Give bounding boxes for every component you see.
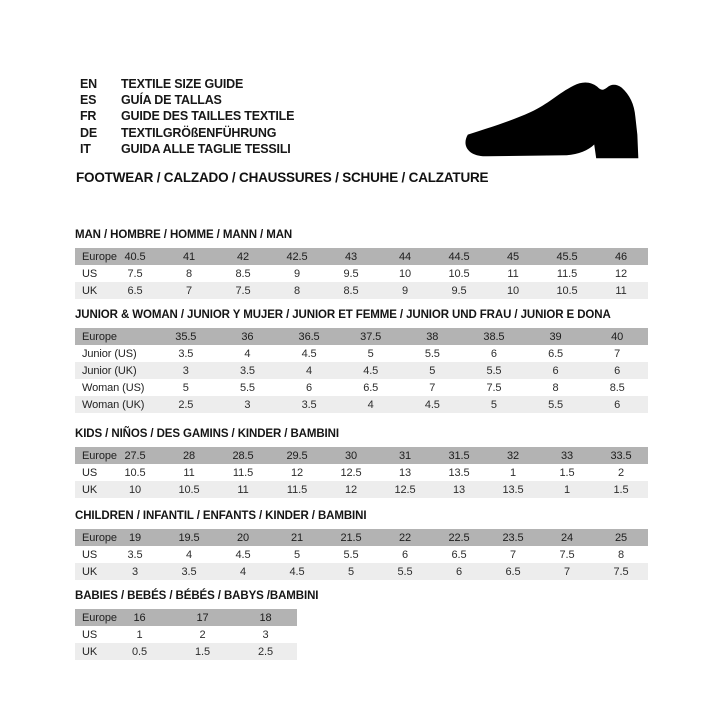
size-cell: 7 <box>185 284 193 297</box>
shoe-icon <box>458 73 654 165</box>
size-cell: 5.5 <box>397 565 413 578</box>
size-cell: 43 <box>344 250 358 263</box>
size-cell: 9.5 <box>451 284 467 297</box>
row-label: Europe <box>82 250 117 263</box>
row-label: US <box>82 548 98 561</box>
size-cell: 6.5 <box>451 548 467 561</box>
size-cell: 7.5 <box>559 548 575 561</box>
size-section-man <box>75 229 648 299</box>
row-label: Europe <box>82 330 117 343</box>
size-cell: 8.5 <box>235 267 251 280</box>
size-cell: 3.5 <box>181 565 197 578</box>
size-cell: 3 <box>244 398 251 411</box>
size-cell: 46 <box>614 250 628 263</box>
size-cell: 44 <box>398 250 412 263</box>
size-cell: 27.5 <box>124 449 146 462</box>
table-row <box>75 529 648 546</box>
size-cell: 38 <box>426 330 439 343</box>
size-cell: 8 <box>293 284 301 297</box>
size-cell: 10.5 <box>556 284 578 297</box>
size-cell: 5 <box>182 381 189 394</box>
table-row <box>75 362 648 379</box>
size-cell: 31.5 <box>448 449 470 462</box>
size-cell: 11.5 <box>286 483 308 496</box>
size-cell: 1.5 <box>195 645 210 658</box>
size-cell: 9.5 <box>343 267 359 280</box>
row-label: UK <box>82 645 98 658</box>
section-title: JUNIOR & WOMAN / JUNIOR Y MUJER / JUNIOR ET FEMME / JUNIOR UND FRAU / JUNIOR E DONA <box>75 309 611 321</box>
size-cell: 12.5 <box>394 483 416 496</box>
size-cell: 4.5 <box>235 548 251 561</box>
size-cell: 36.5 <box>298 330 320 343</box>
size-cell: 36 <box>241 330 254 343</box>
size-cell: 12 <box>344 483 358 496</box>
size-cell: 5 <box>429 364 436 377</box>
size-cell: 3.5 <box>127 548 143 561</box>
table-row <box>75 282 648 299</box>
size-cell: 9 <box>293 267 301 280</box>
size-cell: 41 <box>182 250 196 263</box>
size-cell: 7.5 <box>613 565 629 578</box>
size-cell: 6.5 <box>505 565 521 578</box>
row-label: Woman (US) <box>82 381 145 394</box>
size-cell: 0.5 <box>132 645 147 658</box>
size-cell: 42 <box>236 250 250 263</box>
size-cell: 21 <box>290 531 304 544</box>
size-cell: 25 <box>614 531 628 544</box>
size-section-junior-woman <box>75 309 648 413</box>
size-cell: 45 <box>506 250 520 263</box>
language-list <box>80 76 294 157</box>
size-section-babies <box>75 590 648 660</box>
language-label: TEXTILGRÖßENFÜHRUNG <box>121 125 277 140</box>
size-cell: 2.5 <box>258 645 273 658</box>
size-cell: 7 <box>509 548 517 561</box>
size-cell: 4 <box>185 548 193 561</box>
table-row <box>75 609 297 626</box>
size-cell: 7.5 <box>127 267 143 280</box>
size-cell: 6 <box>455 565 463 578</box>
size-cell: 10.5 <box>178 483 200 496</box>
section-title: KIDS / NIÑOS / DES GAMINS / KINDER / BAMBINI <box>75 428 339 440</box>
size-cell: 5.5 <box>343 548 359 561</box>
table-row <box>75 563 648 580</box>
size-cell: 40 <box>611 330 624 343</box>
row-label: Junior (US) <box>82 347 137 360</box>
section-title: BABIES / BEBÉS / BÉBÉS / BABYS /BAMBINI <box>75 590 319 602</box>
size-cell: 6 <box>614 364 621 377</box>
language-label: GUÍA DE TALLAS <box>121 93 222 108</box>
size-cell: 4 <box>306 364 313 377</box>
table-row <box>75 328 648 345</box>
table-row <box>75 546 648 563</box>
table-row <box>75 265 648 282</box>
size-cell: 5 <box>293 548 301 561</box>
size-cell: 11 <box>507 267 519 280</box>
row-label: UK <box>82 565 98 578</box>
size-cell: 3 <box>262 628 269 641</box>
size-cell: 7.5 <box>235 284 251 297</box>
size-cell: 4 <box>367 398 374 411</box>
size-cell: 42.5 <box>286 250 308 263</box>
table-row <box>75 626 297 643</box>
size-cell: 4.5 <box>289 565 305 578</box>
language-row-es <box>80 92 294 108</box>
table-row <box>75 396 648 413</box>
size-cell: 1 <box>563 483 571 496</box>
size-cell: 10 <box>398 267 412 280</box>
size-table-kids <box>75 447 648 498</box>
size-section-kids <box>75 428 648 498</box>
size-cell: 4.5 <box>363 364 379 377</box>
table-row <box>75 643 297 660</box>
size-cell: 7.5 <box>486 381 502 394</box>
language-code: DE <box>80 125 97 140</box>
language-row-fr <box>80 108 294 124</box>
size-cell: 18 <box>259 611 272 624</box>
size-cell: 1.5 <box>613 483 629 496</box>
size-cell: 3.5 <box>239 364 255 377</box>
size-cell: 12.5 <box>340 466 362 479</box>
language-row-en <box>80 76 294 92</box>
row-label: Woman (UK) <box>82 398 145 411</box>
language-row-it <box>80 141 294 157</box>
size-cell: 5 <box>347 565 355 578</box>
language-label: GUIDA ALLE TAGLIE TESSILI <box>121 141 291 156</box>
row-label: US <box>82 267 98 280</box>
size-cell: 4 <box>244 347 251 360</box>
size-cell: 5.5 <box>424 347 440 360</box>
size-cell: 13 <box>398 466 412 479</box>
size-cell: 2 <box>199 628 206 641</box>
size-cell: 11 <box>615 284 627 297</box>
size-cell: 12 <box>614 267 628 280</box>
size-cell: 20 <box>236 531 250 544</box>
size-cell: 6 <box>490 347 497 360</box>
size-cell: 11 <box>183 466 195 479</box>
size-cell: 38.5 <box>483 330 505 343</box>
row-label: Europe <box>82 611 117 624</box>
size-cell: 40.5 <box>124 250 146 263</box>
size-cell: 7 <box>614 347 621 360</box>
size-cell: 11 <box>237 483 249 496</box>
row-label: Junior (UK) <box>82 364 137 377</box>
table-row <box>75 248 648 265</box>
table-row <box>75 464 648 481</box>
size-cell: 35.5 <box>175 330 197 343</box>
size-cell: 22.5 <box>448 531 470 544</box>
row-label: Europe <box>82 531 117 544</box>
size-cell: 6 <box>306 381 313 394</box>
size-section-children <box>75 510 648 580</box>
size-cell: 29.5 <box>286 449 308 462</box>
size-cell: 4.5 <box>301 347 317 360</box>
size-cell: 8.5 <box>343 284 359 297</box>
size-cell: 31 <box>398 449 412 462</box>
size-cell: 1 <box>509 466 517 479</box>
size-cell: 4 <box>239 565 247 578</box>
size-cell: 10.5 <box>124 466 146 479</box>
size-cell: 6 <box>401 548 409 561</box>
size-cell: 21.5 <box>340 531 362 544</box>
size-tables <box>75 229 648 660</box>
size-cell: 6 <box>552 364 559 377</box>
size-cell: 10 <box>506 284 520 297</box>
language-code: IT <box>80 141 91 156</box>
size-cell: 7 <box>429 381 436 394</box>
size-cell: 13.5 <box>502 483 524 496</box>
size-cell: 16 <box>133 611 146 624</box>
size-cell: 11.5 <box>556 267 578 280</box>
size-cell: 13 <box>452 483 466 496</box>
size-table-babies <box>75 609 297 660</box>
size-table-junior-woman <box>75 328 648 413</box>
language-label: TEXTILE SIZE GUIDE <box>121 77 244 91</box>
size-cell: 5 <box>490 398 497 411</box>
language-code: EN <box>80 77 97 91</box>
size-cell: 5.5 <box>239 381 255 394</box>
language-code: ES <box>80 93 97 108</box>
size-cell: 33.5 <box>610 449 632 462</box>
row-label: Europe <box>82 449 117 462</box>
size-cell: 28.5 <box>232 449 254 462</box>
table-row <box>75 447 648 464</box>
size-cell: 1 <box>136 628 143 641</box>
row-label: UK <box>82 284 98 297</box>
language-row-de <box>80 125 294 141</box>
size-cell: 24 <box>560 531 574 544</box>
size-cell: 5.5 <box>548 398 564 411</box>
size-cell: 8.5 <box>609 381 625 394</box>
size-cell: 28 <box>182 449 196 462</box>
size-cell: 11.5 <box>232 466 254 479</box>
size-cell: 10.5 <box>448 267 470 280</box>
size-cell: 32 <box>506 449 520 462</box>
size-cell: 13.5 <box>448 466 470 479</box>
size-cell: 4.5 <box>424 398 440 411</box>
size-table-children <box>75 529 648 580</box>
size-cell: 2.5 <box>178 398 194 411</box>
size-cell: 8 <box>185 267 193 280</box>
size-cell: 3 <box>182 364 189 377</box>
size-cell: 6.5 <box>548 347 564 360</box>
size-cell: 3.5 <box>178 347 194 360</box>
size-cell: 19 <box>128 531 142 544</box>
row-label: US <box>82 628 98 641</box>
size-cell: 6.5 <box>363 381 379 394</box>
size-cell: 19.5 <box>178 531 200 544</box>
table-row <box>75 345 648 362</box>
size-cell: 30 <box>344 449 358 462</box>
size-cell: 12 <box>290 466 304 479</box>
size-cell: 45.5 <box>556 250 578 263</box>
size-cell: 10 <box>128 483 142 496</box>
size-cell: 3 <box>131 565 139 578</box>
size-cell: 39 <box>549 330 562 343</box>
table-row <box>75 481 648 498</box>
size-cell: 3.5 <box>301 398 317 411</box>
size-table-man <box>75 248 648 299</box>
row-label: US <box>82 466 98 479</box>
size-cell: 9 <box>401 284 409 297</box>
size-cell: 6.5 <box>127 284 143 297</box>
size-cell: 33 <box>560 449 574 462</box>
size-cell: 8 <box>552 381 559 394</box>
size-cell: 6 <box>614 398 621 411</box>
section-title: CHILDREN / INFANTIL / ENFANTS / KINDER / BAMBINI <box>75 510 367 522</box>
table-row <box>75 379 648 396</box>
size-cell: 5 <box>367 347 374 360</box>
size-cell: 7 <box>563 565 571 578</box>
size-cell: 2 <box>617 466 625 479</box>
size-cell: 44.5 <box>448 250 470 263</box>
row-label: UK <box>82 483 98 496</box>
size-cell: 22 <box>398 531 412 544</box>
size-cell: 5.5 <box>486 364 502 377</box>
size-cell: 37.5 <box>360 330 382 343</box>
section-title: MAN / HOMBRE / HOMME / MANN / MAN <box>75 229 293 241</box>
size-cell: 23.5 <box>502 531 524 544</box>
size-cell: 1.5 <box>559 466 575 479</box>
size-cell: 17 <box>196 611 209 624</box>
category-heading: FOOTWEAR / CALZADO / CHAUSSURES / SCHUHE / CALZATURE <box>76 170 489 185</box>
language-label: GUIDE DES TAILLES TEXTILE <box>121 109 295 124</box>
language-code: FR <box>80 109 97 124</box>
size-cell: 8 <box>617 548 625 561</box>
